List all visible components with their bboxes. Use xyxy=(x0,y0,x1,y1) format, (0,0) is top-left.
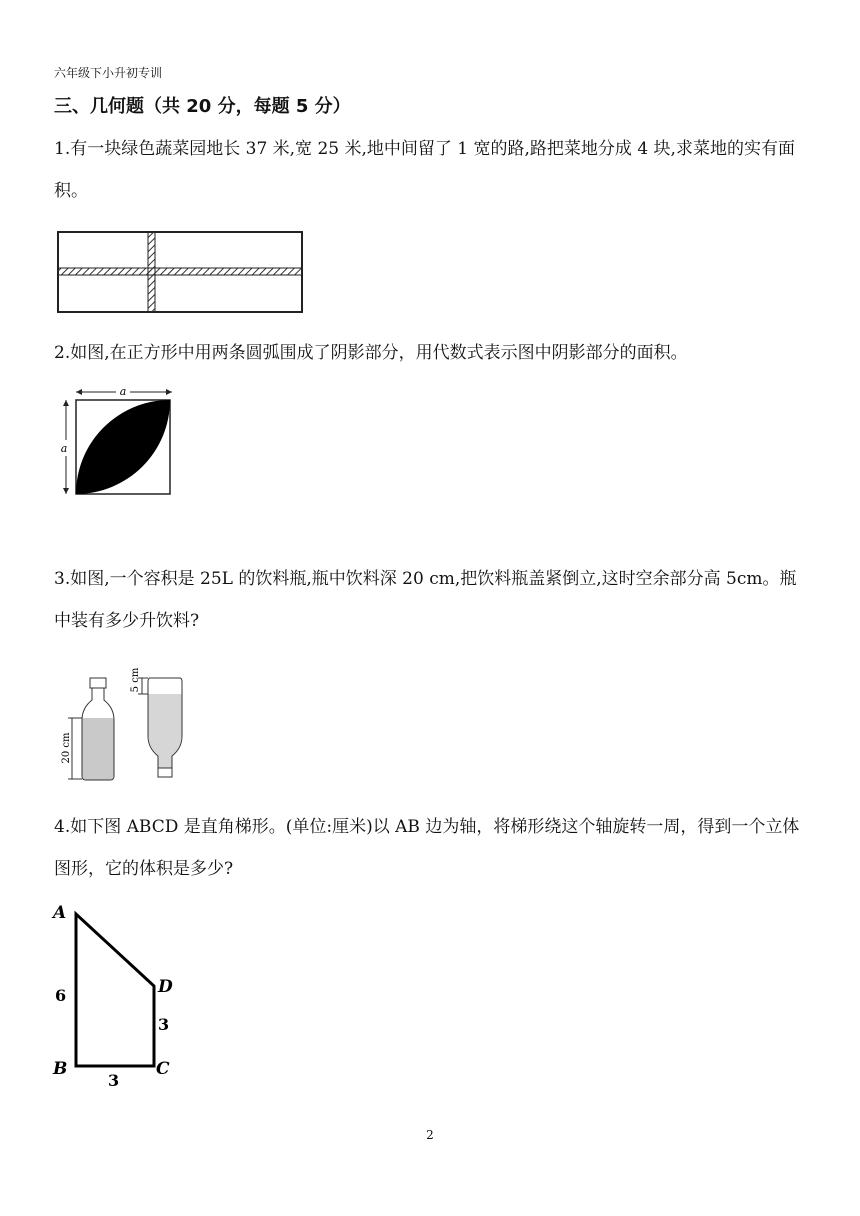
upright-bottle xyxy=(82,678,114,780)
vertex-a-label: A xyxy=(53,903,67,923)
question-1-text: 1.有一块绿色蔬菜园地长 37 米,宽 25 米,地中间留了 1 宽的路,路把菜地分成 4 块,求菜地的实有面积。 xyxy=(54,139,795,201)
vertex-c-label: C xyxy=(156,1059,170,1079)
horizontal-road xyxy=(58,268,302,275)
side-ab-label: 6 xyxy=(55,986,67,1005)
trapezoid-figure xyxy=(50,896,190,1092)
depth-label: 20 cm xyxy=(61,732,72,764)
side-dc-label: 3 xyxy=(158,1015,170,1034)
bottle-figure xyxy=(58,648,188,782)
top-a-label: a xyxy=(119,385,127,398)
vertex-d-label: D xyxy=(158,977,173,997)
page-header: 六年级下小升初专训 xyxy=(54,66,163,80)
trapezoid-abcd xyxy=(76,914,154,1066)
page-number: 2 xyxy=(426,1128,434,1142)
section-title: 三、几何题（共 20 分，每题 5 分） xyxy=(54,96,351,117)
question-2-text: 2.如图,在正方形中用两条圆弧围成了阴影部分，用代数式表示图中阴影部分的面积。 xyxy=(54,343,688,363)
side-bc-label: 3 xyxy=(108,1071,120,1090)
square-arc-figure xyxy=(54,384,176,498)
side-a-label: a xyxy=(60,442,68,455)
garden-plot-figure xyxy=(56,230,306,314)
inverted-bottle xyxy=(148,678,182,777)
question-3-text: 3.如图,一个容积是 25L 的饮料瓶,瓶中饮料深 20 cm,把饮料瓶盖紧倒立,这时空余部分高 5cm。瓶中装有多少升饮料? xyxy=(54,569,797,631)
question-4-text: 4.如下图 ABCD 是直角梯形。(单位:厘米)以 AB 边为轴，将梯形绕这个轴旋转一周，得到一个立体图形，它的体积是多少? xyxy=(54,817,800,879)
vertex-b-label: B xyxy=(53,1059,68,1079)
gap-label: 5 cm xyxy=(130,667,141,693)
vertical-road xyxy=(148,232,155,312)
